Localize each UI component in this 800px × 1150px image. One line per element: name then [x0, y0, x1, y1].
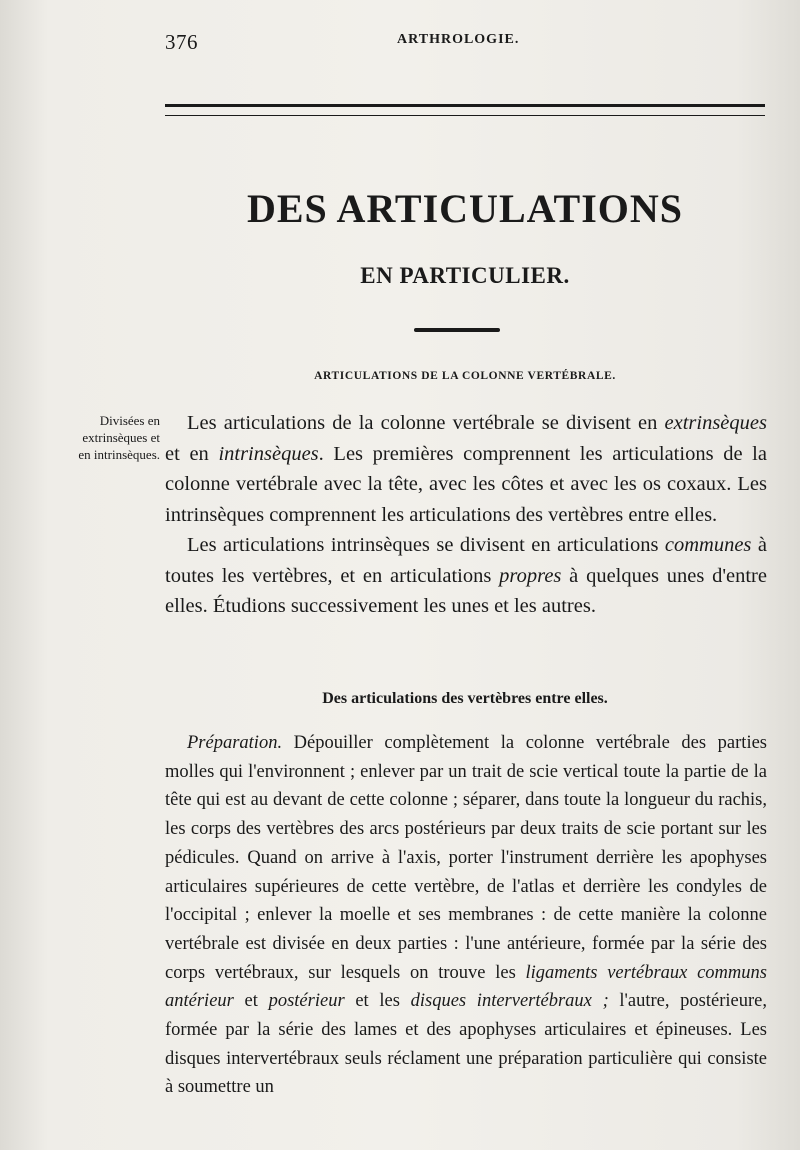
text-span: et en	[165, 442, 219, 465]
text-span: Dépouiller complètement la colonne vertébrale des parties molles qui l'environnent ; enlever par un trait de scie vertical toute la partie de la tête qui est au devant de cette colonne ; séparer, dans toute la longueur du rachis, les corps des vertèbres des arcs postérieurs par deux traits de scie portant sur les pédicules. Quand on arrive à l'axis, porter l'instrument derrière les apophyses articulaires supérieures de cette vertèbre, de l'atlas et derrière les condyles de l'occipital ; enlever la moelle et ses membranes : de cette manière la colonne vertébrale est divisée en deux parties : l'une antérieure, formée par la série des corps vertébraux, sur lesquels on trouve les	[165, 733, 767, 983]
text-span: Les articulations intrinsèques se divisent en articulations	[187, 534, 665, 556]
header-double-rule	[165, 104, 765, 116]
margin-note	[44, 412, 160, 463]
paragraph-2	[165, 530, 767, 622]
italic-term: intrinsèques	[218, 442, 319, 465]
text-span: et les	[344, 991, 411, 1012]
margin-note-line: extrinsèques et	[82, 430, 160, 445]
italic-term: extrinsèques	[664, 412, 767, 434]
title-ornament-rule	[414, 328, 500, 332]
text-span: à quelques unes d'entre elles. Étudions successivement les unes et les autres.	[165, 564, 767, 617]
section-heading: ARTICULATIONS DE LA COLONNE VERTÉBRALE.	[314, 370, 616, 382]
text-span: Les articulations de la colonne vertébrale se divisent en	[187, 412, 665, 434]
preparation-text	[165, 729, 767, 1102]
running-title: ARTHROLOGIE.	[397, 32, 520, 47]
margin-note-line: Divisées en	[99, 413, 160, 428]
chapter-subtitle: EN PARTICULIER.	[360, 263, 570, 288]
running-head	[165, 30, 765, 54]
chapter-title: DES ARTICULATIONS	[246, 186, 684, 231]
body-text	[165, 408, 767, 622]
margin-note-line: en intrinsèques.	[78, 447, 160, 462]
italic-term: disques intervertébraux ;	[410, 991, 609, 1012]
italic-term: ligaments vertébraux communs antérieur	[165, 962, 767, 1012]
text-span: et	[233, 991, 269, 1012]
subsection-heading: Des articulations des vertèbres entre elles.	[322, 690, 608, 707]
page-number: 376	[165, 30, 198, 54]
text-span: l'autre, postérieure, formée par la série des lames et des apophyses articulaires et épineuses. Les disques intervertébraux seuls réclament une préparation particulière qui consiste à soumettre un	[165, 991, 767, 1098]
italic-term: postérieur	[268, 991, 345, 1012]
italic-term: propres	[499, 564, 562, 587]
preparation-paragraph	[165, 729, 767, 1102]
italic-label: Préparation.	[187, 733, 283, 753]
italic-term: communes	[664, 534, 752, 556]
paragraph-1	[165, 408, 767, 530]
text-span: . Les premières comprennent les articulations de la colonne vertébrale avec la tête, avec les côtes et avec les os coxaux. Les intrinsèques comprennent les articulations des vertèbres entre elles.	[165, 442, 767, 526]
text-span: à toutes les vertèbres, et en articulations	[165, 534, 767, 587]
